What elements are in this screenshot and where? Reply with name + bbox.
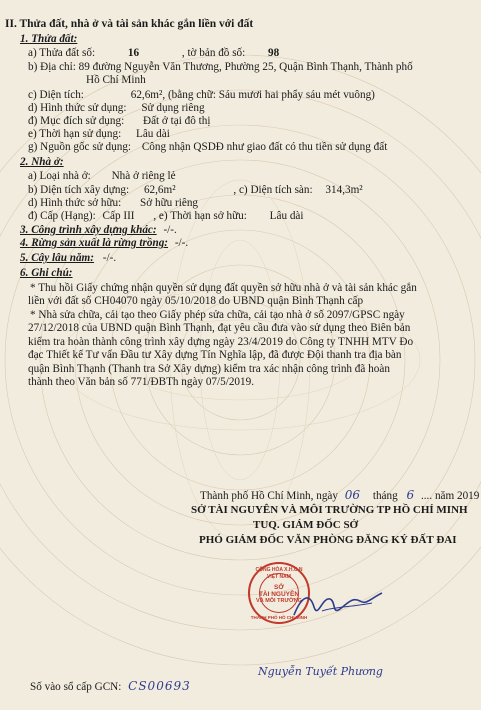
land-term-row xyxy=(28,127,170,141)
note-line: 27/12/2018 của UBND quận Bình Thạnh, đạt yêu cầu đưa vào sử dụng theo Biên bản xyxy=(28,322,411,334)
house-floor-area-label: , c) Diện tích sàn: xyxy=(233,184,313,196)
map-sheet-number: 98 xyxy=(268,47,280,59)
perennial-trees-row xyxy=(20,251,116,265)
place-date-prefix: Thành phố Hồ Chí Minh, ngày xyxy=(200,490,338,502)
house-type-value: Nhà ở riêng lẻ xyxy=(111,170,176,182)
production-forest-value: -/-. xyxy=(174,237,189,249)
department-name: SỞ TÀI NGUYÊN VÀ MÔI TRƯỜNG TP HỒ CHÍ MINH xyxy=(191,504,468,516)
section-title: II. Thửa đất, nhà ở và tài sản khác gắn liền với đất xyxy=(5,18,254,30)
signature-scribble xyxy=(292,585,392,625)
land-parcel-row xyxy=(28,46,279,60)
house-grade-label: đ) Cấp (Hạng): xyxy=(28,210,96,222)
sign-month: 6 xyxy=(406,488,415,502)
land-heading: 1. Thửa đất: xyxy=(20,33,78,45)
note-line: thành theo Văn bản số 771/ĐBTh ngày 07/5/2019. xyxy=(28,376,255,388)
gcn-registration-row xyxy=(30,679,191,694)
house-heading: 2. Nhà ở: xyxy=(20,156,64,168)
land-area-row xyxy=(28,88,375,102)
production-forest-label: 4. Rừng sản xuất là rừng trồng: xyxy=(20,237,169,249)
gcn-registration-number: CS00693 xyxy=(128,679,191,693)
map-sheet-label: , tờ bản đồ số: xyxy=(181,47,246,59)
land-purpose-value: Đất ở tại đô thị xyxy=(142,115,211,127)
house-type-row xyxy=(28,169,176,183)
month-label: tháng xyxy=(372,490,398,502)
seal-top-text: CỘNG HÒA X.H.C.N VIỆT NAM xyxy=(255,567,303,580)
house-area-row xyxy=(28,183,363,197)
note-line: quận Bình Thạnh (Thanh tra Sở Xây dựng) kiểm tra xác nhận công trình đã hoàn xyxy=(28,363,390,375)
house-term-label: , e) Thời hạn sở hữu: xyxy=(153,210,247,222)
sign-year: .... năm 2019 xyxy=(420,490,480,502)
signer-name: Nguyễn Tuyết Phương xyxy=(258,665,383,678)
deputy-director-title: PHÓ GIÁM ĐỐC VĂN PHÒNG ĐĂNG KÝ ĐẤT ĐAI xyxy=(199,534,457,546)
house-ownership-value: Sở hữu riêng xyxy=(140,197,199,209)
sign-day: 06 xyxy=(344,488,361,502)
land-term-value: Lâu dài xyxy=(135,128,170,140)
note-line: liền với đất số CH04070 ngày 05/10/2018 do UBND quận Bình Thạnh cấp xyxy=(28,295,364,307)
land-address-line2: Hồ Chí Minh xyxy=(86,74,146,86)
house-building-area-label: b) Diện tích xây dựng: xyxy=(28,184,130,196)
note-line: * Thu hồi Giấy chứng nhận quyền sử dụng đất quyền sở hữu nhà ở và tài sản khác gắn xyxy=(30,282,417,294)
land-area-value: 62,6m², (bằng chữ: Sáu mươi hai phẩy sáu mét vuông) xyxy=(130,89,375,101)
seal-center-text-2: TÀI NGUYÊN xyxy=(258,591,300,598)
house-grade-value: Cấp III xyxy=(102,210,135,222)
land-parcel-number: 16 xyxy=(127,47,140,59)
house-ownership-row xyxy=(28,196,198,210)
seal-center-text-3: VÀ MÔI TRƯỜNG xyxy=(256,598,302,604)
land-purpose-label: đ) Mục đích sử dụng: xyxy=(28,115,125,127)
land-use-form-label: d) Hình thức sử dụng: xyxy=(28,102,127,114)
note-line: đạc Thiết kế Tư vấn Đầu tư Xây dựng Tín Nghĩa lập, đã được Đội thanh tra địa bàn xyxy=(28,349,402,361)
land-origin-label: g) Nguồn gốc sử dụng: xyxy=(28,141,132,153)
other-construction-row xyxy=(20,223,177,237)
other-construction-value: -/-. xyxy=(163,224,177,236)
house-ownership-label: d) Hình thức sở hữu: xyxy=(28,197,122,209)
land-use-form-value: Sử dụng riêng xyxy=(141,102,205,114)
land-use-form-row xyxy=(28,101,205,115)
house-grade-row xyxy=(28,209,304,223)
land-term-label: e) Thời hạn sử dụng: xyxy=(28,128,122,140)
perennial-trees-value: -/-. xyxy=(102,252,117,264)
seal-bottom-text: THÀNH PHỐ HỒ CHÍ MINH xyxy=(250,615,308,620)
notes-heading: 6. Ghi chú: xyxy=(20,267,73,279)
house-floor-area-value: 314,3m² xyxy=(325,184,363,196)
house-building-area-value: 62,6m² xyxy=(143,184,176,196)
gcn-registration-label: Số vào sổ cấp GCN: xyxy=(30,681,122,693)
house-type-label: a) Loại nhà ở: xyxy=(28,170,91,182)
land-origin-value: Công nhận QSDĐ như giao đất có thu tiền sử dụng đất xyxy=(141,141,388,153)
land-origin-row xyxy=(28,140,387,154)
land-area-label: c) Diện tích: xyxy=(28,89,84,101)
place-date-line xyxy=(200,488,479,503)
note-line: kiểm tra hoàn thành công trình xây dựng ngày 23/4/2019 do Công ty TNHH MTV Đo xyxy=(28,336,414,348)
authorization-line: TUQ. GIÁM ĐỐC SỞ xyxy=(253,519,359,531)
land-purpose-row xyxy=(28,114,210,128)
note-line: * Nhà sửa chữa, cải tạo theo Giấy phép sửa chữa, cải tạo nhà ở số 2097/GPSC ngày xyxy=(30,309,405,321)
perennial-trees-label: 5. Cây lâu năm: xyxy=(20,252,94,264)
seal-center-text-1: SỞ xyxy=(274,584,284,591)
other-construction-label: 3. Công trình xây dựng khác: xyxy=(20,224,157,236)
production-forest-row xyxy=(20,236,188,250)
house-term-value: Lâu dài xyxy=(269,210,304,222)
land-address-line1: b) Địa chỉ: 89 đường Nguyễn Văn Thương, Phường 25, Quận Bình Thạnh, Thành phố xyxy=(28,61,413,73)
land-parcel-label: a) Thửa đất số: xyxy=(28,47,96,59)
